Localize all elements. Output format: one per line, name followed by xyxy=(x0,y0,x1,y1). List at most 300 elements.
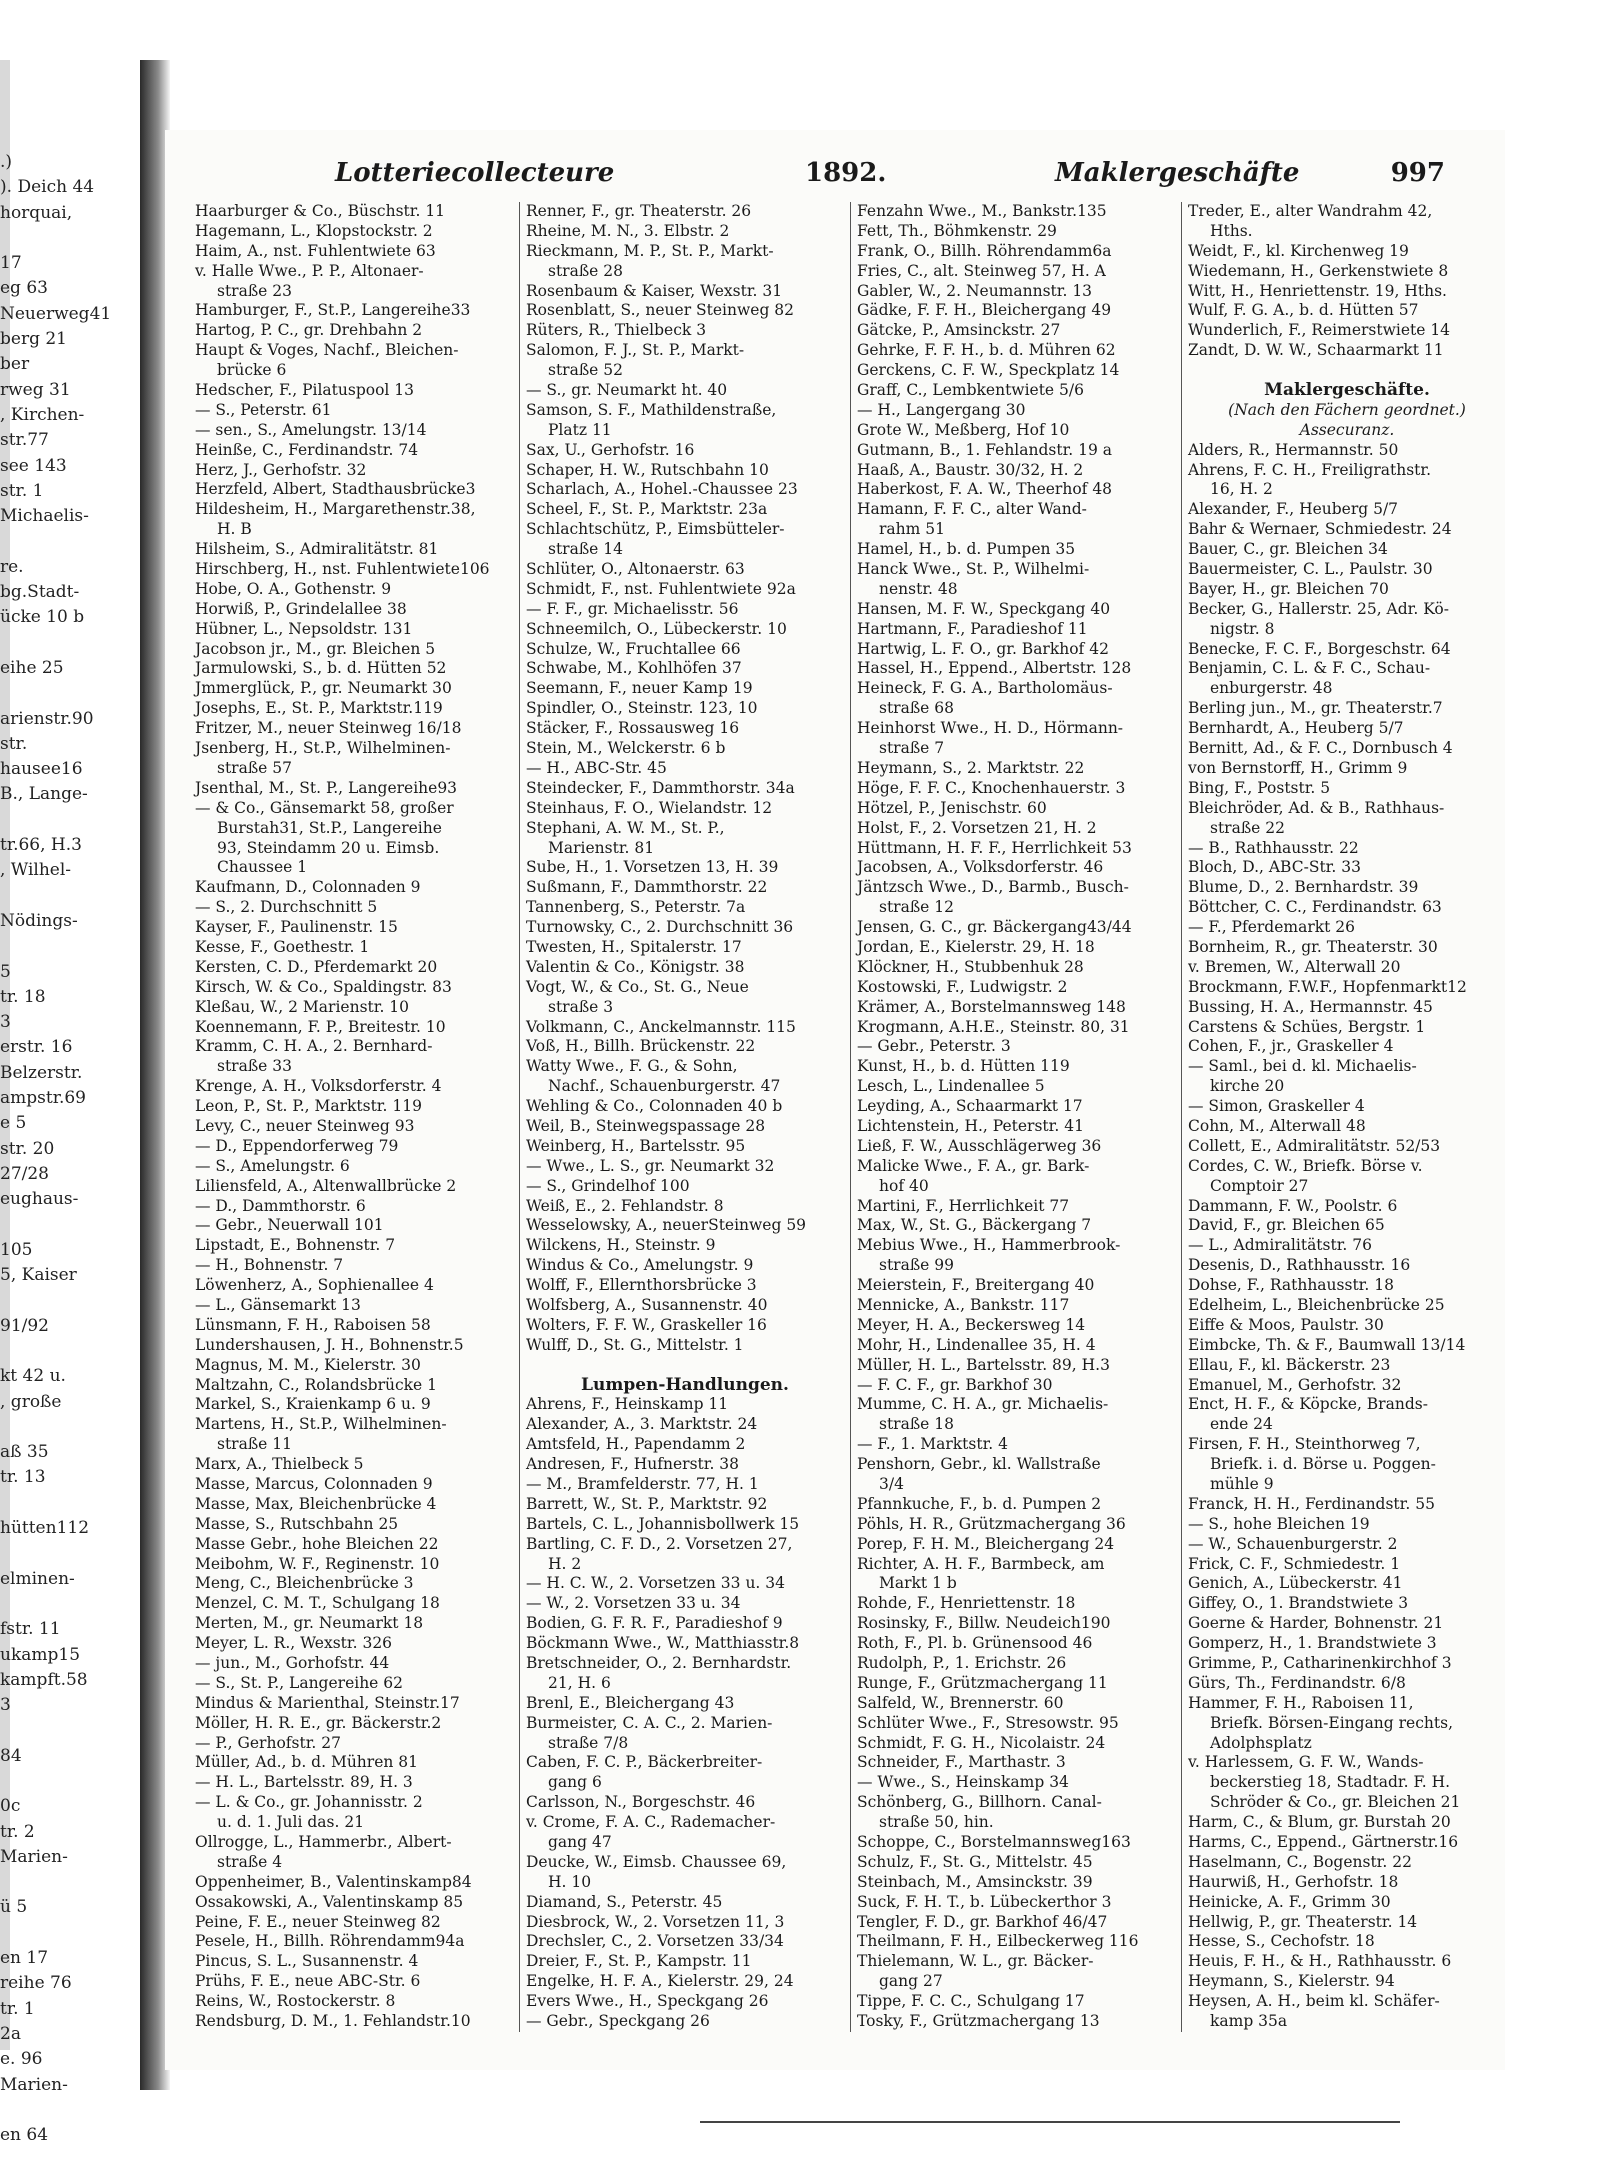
directory-entry: Rosinsky, F., Billw. Neudeich190 xyxy=(857,1614,1111,1633)
directory-entry: Bartling, C. F. D., 2. Vorsetzen 27, xyxy=(526,1534,793,1553)
directory-entry: — D., Eppendorferweg 79 xyxy=(195,1136,399,1155)
directory-entry: Jmmerglück, P., gr. Neumarkt 30 xyxy=(195,679,452,698)
fragment-line: str. 20 xyxy=(0,1138,55,1159)
directory-entry: Ahrens, F., Heinskamp 11 xyxy=(526,1395,729,1414)
directory-entry: Hartog, P. C., gr. Drehbahn 2 xyxy=(195,321,423,340)
directory-entry: Herz, J., Gerhofstr. 32 xyxy=(195,460,367,479)
directory-entry: Hartwig, L. F. O., gr. Barkhof 42 xyxy=(857,639,1109,658)
directory-entry: — H., ABC-Str. 45 xyxy=(526,758,667,777)
directory-entry: gang 6 xyxy=(548,1773,602,1792)
directory-entry: — H. C. W., 2. Vorsetzen 33 u. 34 xyxy=(526,1574,786,1593)
directory-entry: Gabler, W., 2. Neumannstr. 13 xyxy=(857,281,1093,300)
directory-entry: Schulze, W., Fruchtallee 66 xyxy=(526,639,741,658)
directory-entry: Weiß, E., 2. Fehlandstr. 8 xyxy=(526,1196,724,1215)
directory-entry: Schaper, H. W., Rutschbahn 10 xyxy=(526,460,769,479)
directory-entry: — F., 1. Marktstr. 4 xyxy=(857,1435,1009,1454)
directory-entry: gang 47 xyxy=(548,1833,612,1852)
directory-entry: Heuis, F. H., & H., Rathhausstr. 6 xyxy=(1188,1952,1452,1971)
directory-entry: Hellwig, P., gr. Theaterstr. 14 xyxy=(1188,1912,1418,1931)
fragment-line: 2a xyxy=(0,2023,21,2044)
directory-entry: Weil, B., Steinwegspassage 28 xyxy=(526,1116,766,1135)
directory-entry: Cordes, C. W., Briefk. Börse v. xyxy=(1188,1156,1423,1175)
directory-entry: enburgerstr. 48 xyxy=(1210,679,1333,698)
directory-entry: Mumme, C. H. A., gr. Michaelis- xyxy=(857,1395,1109,1414)
directory-entry: Amtsfeld, H., Papendamm 2 xyxy=(526,1435,746,1454)
directory-entry: Schmidt, F., nst. Fuhlentwiete 92a xyxy=(526,579,796,598)
directory-entry: Zandt, D. W. W., Schaarmarkt 11 xyxy=(1188,341,1444,360)
directory-entry: Prühs, F. E., neue ABC-Str. 6 xyxy=(195,1972,421,1991)
fragment-line xyxy=(0,226,130,251)
directory-entry: Tippe, F. C. C., Schulgang 17 xyxy=(857,1992,1085,2011)
fragment-line: B., Lange- xyxy=(0,784,88,805)
fragment-line: tr. 2 xyxy=(0,1821,35,1842)
fragment-line: e. 96 xyxy=(0,2049,43,2070)
directory-entry: Merten, M., gr. Neumarkt 18 xyxy=(195,1614,424,1633)
directory-entry: straße 50, hin. xyxy=(879,1813,994,1832)
directory-entry: straße 11 xyxy=(217,1435,293,1454)
directory-entry: Liliensfeld, A., Altenwallbrücke 2 xyxy=(195,1176,457,1195)
directory-entry: Heinicke, A. F., Grimm 30 xyxy=(1188,1892,1391,1911)
fragment-line: ü 5 xyxy=(0,1897,28,1918)
directory-entry: beckerstieg 18, Stadtadr. F. H. xyxy=(1210,1773,1451,1792)
directory-entry: Scheel, F., St. P., Marktstr. 23a xyxy=(526,500,768,519)
directory-entry: Gomperz, H., 1. Brandstwiete 3 xyxy=(1188,1634,1437,1653)
directory-entry: Scharlach, A., Hohel.-Chaussee 23 xyxy=(526,480,798,499)
directory-entry xyxy=(1188,361,1506,381)
directory-entry: Giffey, O., 1. Brandstwiete 3 xyxy=(1188,1594,1409,1613)
fragment-line: erstr. 16 xyxy=(0,1037,73,1058)
directory-entry: Bernhardt, A., Heuberg 5/7 xyxy=(1188,719,1404,738)
directory-entry: Hesse, S., Cechofstr. 18 xyxy=(1188,1932,1375,1951)
directory-entry: Jäntzsch Wwe., D., Barmb., Busch- xyxy=(857,878,1129,897)
fragment-line: 3 xyxy=(0,1695,11,1716)
directory-entry: Schlüter Wwe., F., Stresowstr. 95 xyxy=(857,1713,1119,1732)
directory-entry: H. 10 xyxy=(548,1872,592,1891)
directory-entry: — H. L., Bartelsstr. 89, H. 3 xyxy=(195,1773,413,1792)
fragment-line xyxy=(0,1769,130,1794)
directory-entry: Bayer, H., gr. Bleichen 70 xyxy=(1188,579,1389,598)
directory-entry: Meng, C., Bleichenbrücke 3 xyxy=(195,1574,414,1593)
directory-entry: Hamann, F. F. C., alter Wand- xyxy=(857,500,1087,519)
directory-entry: Hamburger, F., St.P., Langereihe33 xyxy=(195,301,471,320)
directory-entry: Rosenblatt, S., neuer Steinweg 82 xyxy=(526,301,795,320)
directory-entry: Salomon, F. J., St. P., Markt- xyxy=(526,341,745,360)
directory-entry: 16, H. 2 xyxy=(1210,480,1273,499)
directory-entry: Cohen, F., jr., Graskeller 4 xyxy=(1188,1037,1394,1056)
directory-entry: Wesselowsky, A., neuerSteinweg 59 xyxy=(526,1216,807,1235)
directory-entry: — Wwe., S., Heinskamp 34 xyxy=(857,1773,1069,1792)
directory-entry: Gürs, Th., Ferdinandstr. 6/8 xyxy=(1188,1673,1406,1692)
directory-entry: — S., St. P., Langereihe 62 xyxy=(195,1673,404,1692)
directory-entry: Kostowski, F., Ludwigstr. 2 xyxy=(857,977,1068,996)
directory-entry: — S., gr. Neumarkt ht. 40 xyxy=(526,381,728,400)
fragment-line xyxy=(0,934,130,959)
fragment-line: str. 1 xyxy=(0,480,44,501)
directory-entry: Gerckens, C. F. W., Speckplatz 14 xyxy=(857,361,1120,380)
directory-entry: Bloch, D., ABC-Str. 33 xyxy=(1188,858,1361,877)
directory-entry: Hübner, L., Nepsoldstr. 131 xyxy=(195,619,413,638)
directory-entry: v. Bremen, W., Alterwall 20 xyxy=(1188,957,1401,976)
directory-entry: Richter, A. H. F., Barmbeck, am xyxy=(857,1554,1105,1573)
column-1 xyxy=(195,202,513,2032)
directory-entry: Spindler, O., Steinstr. 123, 10 xyxy=(526,699,758,718)
directory-entry: Dohse, F., Rathhausstr. 18 xyxy=(1188,1276,1394,1295)
header-year: 1892. xyxy=(805,158,887,188)
directory-entry: Bussing, H. A., Hermannstr. 45 xyxy=(1188,997,1433,1016)
directory-entry: Kleßau, W., 2 Marienstr. 10 xyxy=(195,997,410,1016)
fragment-line: tr. 13 xyxy=(0,1467,46,1488)
directory-entry: Dreier, F., St. P., Kampstr. 11 xyxy=(526,1952,752,1971)
fragment-line xyxy=(0,1718,130,1743)
directory-entry: straße 57 xyxy=(217,758,293,777)
section-subheading: (Nach den Fächern geordnet.) xyxy=(1228,400,1466,419)
fragment-line: eughaus- xyxy=(0,1189,79,1210)
directory-entry: Mohr, H., Lindenallee 35, H. 4 xyxy=(857,1335,1096,1354)
directory-entry: Leyding, A., Schaarmarkt 17 xyxy=(857,1097,1083,1116)
directory-entry: — S., Peterstr. 61 xyxy=(195,400,332,419)
directory-entry: — B., Rathhausstr. 22 xyxy=(1188,838,1359,857)
fragment-line xyxy=(0,1491,130,1516)
directory-entry: gang 27 xyxy=(879,1972,943,1991)
directory-entry: Bing, F., Poststr. 5 xyxy=(1188,778,1331,797)
directory-entry: Windus & Co., Amelungstr. 9 xyxy=(526,1256,754,1275)
directory-entry: Gätcke, P., Amsinckstr. 27 xyxy=(857,321,1061,340)
directory-entry: Kunst, H., b. d. Hütten 119 xyxy=(857,1057,1070,1076)
directory-entry: Pöhls, H. R., Grützmachergang 36 xyxy=(857,1514,1126,1533)
directory-entry: Salfeld, W., Brennerstr. 60 xyxy=(857,1693,1064,1712)
directory-entry: Becker, G., Hallerstr. 25, Adr. Kö- xyxy=(1188,599,1449,618)
directory-entry: Schneider, F., Marthastr. 3 xyxy=(857,1753,1066,1772)
directory-entry: Hanck Wwe., St. P., Wilhelmi- xyxy=(857,560,1090,579)
directory-entry: Bahr & Wernaer, Schmiedestr. 24 xyxy=(1188,520,1452,539)
directory-entry: Eimbcke, Th. & F., Baumwall 13/14 xyxy=(1188,1335,1466,1354)
directory-entry: Heymann, S., Kielerstr. 94 xyxy=(1188,1972,1395,1991)
fragment-line: tr. 1 xyxy=(0,1998,35,2019)
directory-entry: Hirschberg, H., nst. Fuhlentwiete106 xyxy=(195,560,490,579)
directory-entry: Levy, C., neuer Steinweg 93 xyxy=(195,1116,415,1135)
directory-entry: — P., Gerhofstr. 27 xyxy=(195,1733,341,1752)
directory-entry: Rüters, R., Thielbeck 3 xyxy=(526,321,707,340)
directory-entry: Jacobson jr., M., gr. Bleichen 5 xyxy=(195,639,436,658)
directory-entry: Vogt, W., & Co., St. G., Neue xyxy=(526,977,749,996)
directory-entry: — S., 2. Durchschnitt 5 xyxy=(195,898,378,917)
fragment-line: kampft.58 xyxy=(0,1669,88,1690)
directory-entry: straße 3 xyxy=(548,997,614,1016)
directory-entry: Jacobsen, A., Volksdorferstr. 46 xyxy=(857,858,1104,877)
fragment-line: aß 35 xyxy=(0,1442,49,1463)
directory-entry: Lichtenstein, H., Peterstr. 41 xyxy=(857,1116,1084,1135)
fragment-line xyxy=(0,1415,130,1440)
directory-entry: Krämer, A., Borstelmannsweg 148 xyxy=(857,997,1126,1016)
directory-entry: — H., Bohnenstr. 7 xyxy=(195,1256,344,1275)
directory-entry: Hedscher, F., Pilatuspool 13 xyxy=(195,381,415,400)
running-header xyxy=(185,158,1445,198)
directory-entry: Seemann, F., neuer Kamp 19 xyxy=(526,679,753,698)
directory-entry: Enct, H. F., & Köpcke, Brands- xyxy=(1188,1395,1428,1414)
directory-entry: Hamel, H., b. d. Pumpen 35 xyxy=(857,540,1076,559)
directory-entry: Meyer, H. A., Beckersweg 14 xyxy=(857,1315,1086,1334)
directory-entry: ende 24 xyxy=(1210,1415,1273,1434)
directory-entry: Barrett, W., St. P., Marktstr. 92 xyxy=(526,1494,768,1513)
directory-entry: — & Co., Gänsemarkt 58, großer xyxy=(195,798,454,817)
fragment-line xyxy=(0,884,130,909)
directory-entry: Masse Gebr., hohe Bleichen 22 xyxy=(195,1534,439,1553)
fragment-line: see 143 xyxy=(0,455,67,476)
directory-entry: Weinberg, H., Bartelsstr. 95 xyxy=(526,1136,746,1155)
directory-entry: Fries, C., alt. Steinweg 57, H. A xyxy=(857,261,1106,280)
fragment-line: 5, Kaiser xyxy=(0,1265,77,1286)
directory-entry: straße 52 xyxy=(548,361,624,380)
directory-entry: Gädke, F. F. H., Bleichergang 49 xyxy=(857,301,1112,320)
directory-entry: Berling jun., M., gr. Theaterstr.7 xyxy=(1188,699,1443,718)
directory-entry: Höge, F. F. C., Knochenhauerstr. 3 xyxy=(857,778,1126,797)
directory-entry: straße 99 xyxy=(879,1256,955,1275)
directory-entry: Jensen, G. C., gr. Bäckergang43/44 xyxy=(857,918,1132,937)
directory-entry: Treder, E., alter Wandrahm 42, xyxy=(1188,202,1433,220)
directory-entry: — M., Bramfelderstr. 77, H. 1 xyxy=(526,1475,759,1493)
directory-entry: Kirsch, W. & Co., Spaldingstr. 83 xyxy=(195,977,452,996)
fragment-line: tr.66, H.3 xyxy=(0,835,82,856)
fragment-line: 84 xyxy=(0,1745,22,1766)
page-number: 997 xyxy=(1390,158,1445,188)
directory-entry: Haberkost, F. A. W., Theerhof 48 xyxy=(857,480,1113,499)
scan-edge-mark xyxy=(700,2115,1400,2123)
directory-entry: Martini, F., Herrlichkeit 77 xyxy=(857,1196,1070,1215)
directory-entry: Schönberg, G., Billhorn. Canal- xyxy=(857,1793,1102,1812)
directory-entry: straße 7/8 xyxy=(548,1733,629,1752)
directory-entry: Max, W., St. G., Bäckergang 7 xyxy=(857,1216,1092,1235)
directory-entry: Rosenbaum & Kaiser, Wexstr. 31 xyxy=(526,281,783,300)
fragment-line: 5 xyxy=(0,961,11,982)
directory-entry: Meierstein, F., Breitergang 40 xyxy=(857,1276,1095,1295)
directory-entry: Brockmann, F.W.F., Hopfenmarkt12 xyxy=(1188,977,1467,996)
directory-entry: Rendsburg, D. M., 1. Fehlandstr.10 xyxy=(195,2012,471,2031)
directory-entry: Bauer, C., gr. Bleichen 34 xyxy=(1188,540,1388,559)
fragment-line: tr. 18 xyxy=(0,986,46,1007)
directory-entry: Andresen, F., Hufnerstr. 38 xyxy=(526,1455,740,1474)
fragment-line: 105 xyxy=(0,1239,33,1260)
directory-entry: Kersten, C. D., Pferdemarkt 20 xyxy=(195,957,438,976)
directory-entry: Krenge, A. H., Volksdorferstr. 4 xyxy=(195,1077,442,1096)
directory-entry: — D., Dammthorstr. 6 xyxy=(195,1196,366,1215)
directory-entry: straße 23 xyxy=(217,281,293,300)
directory-entry: Hammer, F. H., Raboisen 11, xyxy=(1188,1693,1414,1712)
directory-entry: Sax, U., Gerhofstr. 16 xyxy=(526,440,695,459)
directory-entry: Ellau, F., kl. Bäckerstr. 23 xyxy=(1188,1355,1391,1374)
directory-entry: Hilsheim, S., Admiralitätstr. 81 xyxy=(195,540,439,559)
directory-entry: Magnus, M. M., Kielerstr. 30 xyxy=(195,1355,421,1374)
directory-entry: Brenl, E., Bleichergang 43 xyxy=(526,1693,735,1712)
directory-entry: Schröder & Co., gr. Bleichen 21 xyxy=(1210,1793,1461,1812)
directory-entry: Diamand, S., Peterstr. 45 xyxy=(526,1892,723,1911)
directory-entry: — W., 2. Vorsetzen 33 u. 34 xyxy=(526,1594,741,1613)
fragment-line: reihe 76 xyxy=(0,1973,72,1994)
fragment-line: str. xyxy=(0,733,28,754)
directory-entry: Sußmann, F., Dammthorstr. 22 xyxy=(526,878,768,897)
directory-entry: Schneemilch, O., Lübeckerstr. 10 xyxy=(526,619,787,638)
directory-entry: Gehrke, F. F. H., b. d. Mühren 62 xyxy=(857,341,1116,360)
directory-entry: Graff, C., Lembkentwiete 5/6 xyxy=(857,381,1084,400)
directory-entry: 93, Steindamm 20 u. Eimsb. xyxy=(217,838,440,857)
directory-entry: straße 14 xyxy=(548,540,624,559)
directory-entry: Stephani, A. W. M., St. P., xyxy=(526,818,725,837)
directory-entry: Lünsmann, F. H., Raboisen 58 xyxy=(195,1315,431,1334)
directory-entry: Witt, H., Henriettenstr. 19, Hths. xyxy=(1188,281,1447,300)
directory-entry: Alexander, F., Heuberg 5/7 xyxy=(1188,500,1399,519)
directory-entry: Heinße, C., Ferdinandstr. 74 xyxy=(195,440,419,459)
directory-entry: Malicke Wwe., F. A., gr. Bark- xyxy=(857,1156,1090,1175)
fragment-line: kt 42 u. xyxy=(0,1366,66,1387)
directory-entry: Nachf., Schauenburgerstr. 47 xyxy=(548,1077,781,1096)
fragment-line: , Wilhel- xyxy=(0,860,72,881)
directory-entry: Markt 1 b xyxy=(879,1574,957,1593)
directory-entry: Rieckmann, M. P., St. P., Markt- xyxy=(526,241,774,260)
directory-entry: nigstr. 8 xyxy=(1210,619,1275,638)
directory-entry: Lesch, L., Lindenallee 5 xyxy=(857,1077,1045,1096)
fragment-line xyxy=(0,1339,130,1364)
directory-entry: Masse, Marcus, Colonnaden 9 xyxy=(195,1475,433,1493)
directory-entry: Heinhorst Wwe., H. D., Hörmann- xyxy=(857,719,1124,738)
header-left-title: Lotteriecollecteure xyxy=(335,158,615,188)
directory-entry: — H., Langergang 30 xyxy=(857,400,1026,419)
directory-entry: — S., hohe Bleichen 19 xyxy=(1188,1514,1370,1533)
directory-entry: Kayser, F., Paulinenstr. 15 xyxy=(195,918,398,937)
directory-entry: v. Harlessem, G. F. W., Wands- xyxy=(1188,1753,1424,1772)
directory-entry: Edelheim, L., Bleichenbrücke 25 xyxy=(1188,1295,1445,1314)
directory-entry: Deucke, W., Eimsb. Chaussee 69, xyxy=(526,1852,787,1871)
directory-entry: — L., Admiralitätstr. 76 xyxy=(1188,1236,1373,1255)
directory-entry: Schwabe, M., Kohlhöfen 37 xyxy=(526,659,742,678)
directory-entry: Reins, W., Rostockerstr. 8 xyxy=(195,1992,396,2011)
directory-entry: Volkmann, C., Anckelmannstr. 115 xyxy=(526,1017,796,1036)
fragment-line xyxy=(0,681,130,706)
directory-entry: nenstr. 48 xyxy=(879,579,958,598)
directory-entry: Alexander, A., 3. Marktstr. 24 xyxy=(526,1415,758,1434)
directory-entry: Wulf, F. G. A., b. d. Hütten 57 xyxy=(1188,301,1419,320)
directory-entry: Hagemann, L., Klopstockstr. 2 xyxy=(195,221,433,240)
directory-entry: Platz 11 xyxy=(548,420,612,439)
directory-entry: Bornheim, R., gr. Theaterstr. 30 xyxy=(1188,937,1438,956)
listing-columns xyxy=(195,202,1495,2032)
fragment-line: , Kirchen- xyxy=(0,404,85,425)
directory-entry: H. B xyxy=(217,520,252,539)
directory-entry: v. Halle Wwe., P. P., Altonaer- xyxy=(195,261,424,280)
directory-entry: — Gebr., Peterstr. 3 xyxy=(857,1037,1011,1056)
directory-entry: Jsenberg, H., St.P., Wilhelminen- xyxy=(195,739,451,758)
directory-entry: straße 7 xyxy=(879,739,945,758)
section-heading: Lumpen-Handlungen. xyxy=(581,1374,789,1395)
directory-entry: — W., Schauenburgerstr. 2 xyxy=(1188,1534,1398,1553)
fragment-line: hausee16 xyxy=(0,759,83,780)
section-heading: Maklergeschäfte. xyxy=(1264,380,1430,401)
directory-entry: — S., Amelungstr. 6 xyxy=(195,1156,350,1175)
column-4 xyxy=(1188,202,1506,2032)
directory-entry: — Simon, Graskeller 4 xyxy=(1188,1097,1365,1116)
fragment-line: 3 xyxy=(0,1012,11,1033)
directory-entry: Thielemann, W. L., gr. Bäcker- xyxy=(857,1952,1094,1971)
directory-entry: Genich, A., Lübeckerstr. 41 xyxy=(1188,1574,1403,1593)
directory-entry: Ließ, F. W., Ausschlägerweg 36 xyxy=(857,1136,1102,1155)
directory-entry: Haselmann, C., Bogenstr. 22 xyxy=(1188,1852,1412,1871)
directory-entry: Meibohm, W. F., Reginenstr. 10 xyxy=(195,1554,440,1573)
fragment-line: Belzerstr. xyxy=(0,1062,83,1083)
directory-entry: Heineck, F. G. A., Bartholomäus- xyxy=(857,679,1113,698)
directory-entry: — Wwe., L. S., gr. Neumarkt 32 xyxy=(526,1156,775,1175)
directory-entry: u. d. 1. Juli das. 21 xyxy=(217,1813,365,1832)
fragment-line: horquai, xyxy=(0,202,73,223)
directory-entry: Dammann, F. W., Poolstr. 6 xyxy=(1188,1196,1398,1215)
directory-entry: Jarmulowski, S., b. d. Hütten 52 xyxy=(195,659,447,678)
directory-entry: Lipstadt, E., Bohnenstr. 7 xyxy=(195,1236,396,1255)
directory-entry: — F., Pferdemarkt 26 xyxy=(1188,918,1356,937)
directory-entry: Adolphsplatz xyxy=(1210,1733,1312,1752)
directory-entry: Kaufmann, D., Colonnaden 9 xyxy=(195,878,421,897)
directory-entry: Carlsson, N., Borgeschstr. 46 xyxy=(526,1793,756,1812)
fragment-line: Marien- xyxy=(0,1846,68,1867)
directory-entry: Bernitt, Ad., & F. C., Dornbusch 4 xyxy=(1188,739,1453,758)
fragment-line: re. xyxy=(0,556,24,577)
fragment-line: Marien- xyxy=(0,2074,68,2095)
directory-entry: Ahrens, F. C. H., Freiligrathstr. xyxy=(1188,460,1432,479)
directory-entry: Koennemann, F. P., Breitestr. 10 xyxy=(195,1017,446,1036)
directory-entry: Desenis, D., Rathhausstr. 16 xyxy=(1188,1256,1411,1275)
fragment-line: ). Deich 44 xyxy=(0,177,95,198)
directory-entry: Menzel, C. M. T., Schulgang 18 xyxy=(195,1594,440,1613)
directory-entry: Grote W., Meßberg, Hof 10 xyxy=(857,420,1070,439)
directory-entry: Tannenberg, S., Peterstr. 7a xyxy=(526,898,746,917)
directory-entry: — Gebr., Neuerwall 101 xyxy=(195,1216,384,1235)
directory-entry: Bartels, C. L., Johannisbollwerk 15 xyxy=(526,1514,800,1533)
directory-entry: Holst, F., 2. Vorsetzen 21, H. 2 xyxy=(857,818,1097,837)
directory-entry: — F. C. F., gr. Barkhof 30 xyxy=(857,1375,1053,1394)
fragment-line: rweg 31 xyxy=(0,379,71,400)
directory-entry: Hobe, O. A., Gothenstr. 9 xyxy=(195,579,392,598)
directory-entry: Wolff, F., Ellernthorsbrücke 3 xyxy=(526,1276,757,1295)
directory-entry: Wulff, D., St. G., Mittelstr. 1 xyxy=(526,1335,744,1354)
directory-page xyxy=(165,130,1505,2070)
directory-entry: Hötzel, P., Jenischstr. 60 xyxy=(857,798,1047,817)
directory-entry: David, F., gr. Bleichen 65 xyxy=(1188,1216,1385,1235)
fragment-line: en 17 xyxy=(0,1948,49,1969)
directory-entry: Marx, A., Thielbeck 5 xyxy=(195,1455,364,1474)
directory-entry: Bleichröder, Ad. & B., Rathhaus- xyxy=(1188,798,1445,817)
directory-entry: Sube, H., 1. Vorsetzen 13, H. 39 xyxy=(526,858,779,877)
directory-entry: Porep, F. H. M., Bleichergang 24 xyxy=(857,1534,1115,1553)
directory-entry: Krogmann, A.H.E., Steinstr. 80, 31 xyxy=(857,1017,1130,1036)
directory-entry: Klöckner, H., Stubbenhuk 28 xyxy=(857,957,1084,976)
directory-entry: Samson, S. F., Mathildenstraße, xyxy=(526,400,777,419)
fragment-line: str.77 xyxy=(0,430,49,451)
directory-entry: Voß, H., Billh. Brückenstr. 22 xyxy=(526,1037,756,1056)
directory-entry: Rheine, M. N., 3. Elbstr. 2 xyxy=(526,221,730,240)
directory-entry: straße 18 xyxy=(879,1415,955,1434)
directory-entry: Josephs, E., St. P., Marktstr.119 xyxy=(195,699,443,718)
directory-entry: Kramm, C. H. A., 2. Bernhard- xyxy=(195,1037,433,1056)
directory-entry: Lundershausen, J. H., Bohnenstr.5 xyxy=(195,1335,464,1354)
directory-entry: Blume, D., 2. Bernhardstr. 39 xyxy=(1188,878,1419,897)
directory-entry: Hüttmann, H. F. F., Herrlichkeit 53 xyxy=(857,838,1132,857)
directory-entry: Bodien, G. F. R. F., Paradieshof 9 xyxy=(526,1614,783,1633)
directory-entry: Schlüter, O., Altonaerstr. 63 xyxy=(526,560,745,579)
directory-entry: Fett, Th., Böhmkenstr. 29 xyxy=(857,221,1057,240)
directory-entry: Mindus & Marienthal, Steinstr.17 xyxy=(195,1693,460,1712)
directory-entry: brücke 6 xyxy=(217,361,287,380)
column-2 xyxy=(526,202,844,2032)
directory-entry: kamp 35a xyxy=(1210,2012,1288,2031)
directory-entry: Ollrogge, L., Hammerbr., Albert- xyxy=(195,1833,452,1852)
directory-entry: v. Crome, F. A. C., Rademacher- xyxy=(526,1813,776,1832)
fragment-line xyxy=(0,1921,130,1946)
